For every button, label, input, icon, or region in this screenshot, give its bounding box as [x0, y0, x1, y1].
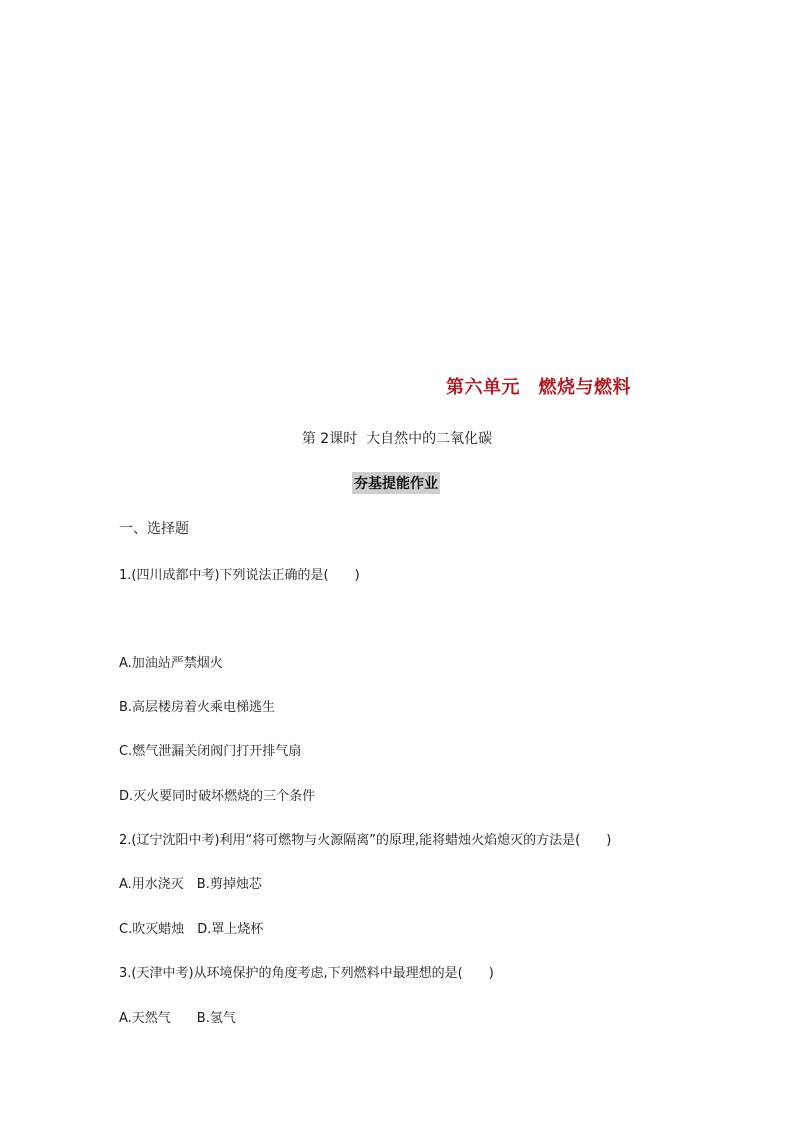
unit-title: 第六单元 燃烧与燃料: [446, 377, 631, 398]
question-1-option-a: A.加油站严禁烟火: [119, 656, 223, 671]
question-2-stem: 2.(辽宁沈阳中考)利用“将可燃物与火源隔离”的原理,能将蜡烛火焰熄灭的方法是( ): [119, 833, 612, 848]
question-1-option-c: C.燃气泄漏关闭阀门打开排气扇: [119, 744, 302, 759]
lesson-title: 第 2课时 大自然中的二氧化碳: [301, 431, 493, 447]
question-3-stem: 3.(天津中考)从环境保护的角度考虑,下列燃料中最理想的是( ): [119, 966, 494, 981]
question-3-options-ab: A.天然气 B.氢气: [119, 1011, 236, 1026]
question-2-options-ab: A.用水浇灭 B.剪掉烛芯: [119, 877, 262, 892]
homework-label: 夯基提能作业: [352, 472, 440, 494]
question-1-option-b: B.高层楼房着火乘电梯逃生: [119, 700, 276, 715]
question-2-options-cd: C.吹灭蜡烛 D.罩上烧杯: [119, 922, 264, 937]
section-heading: 一、选择题: [119, 521, 189, 537]
question-1-option-d: D.灭火要同时破坏燃烧的三个条件: [119, 789, 316, 804]
question-1-stem: 1.(四川成都中考)下列说法正确的是( ): [119, 568, 360, 583]
